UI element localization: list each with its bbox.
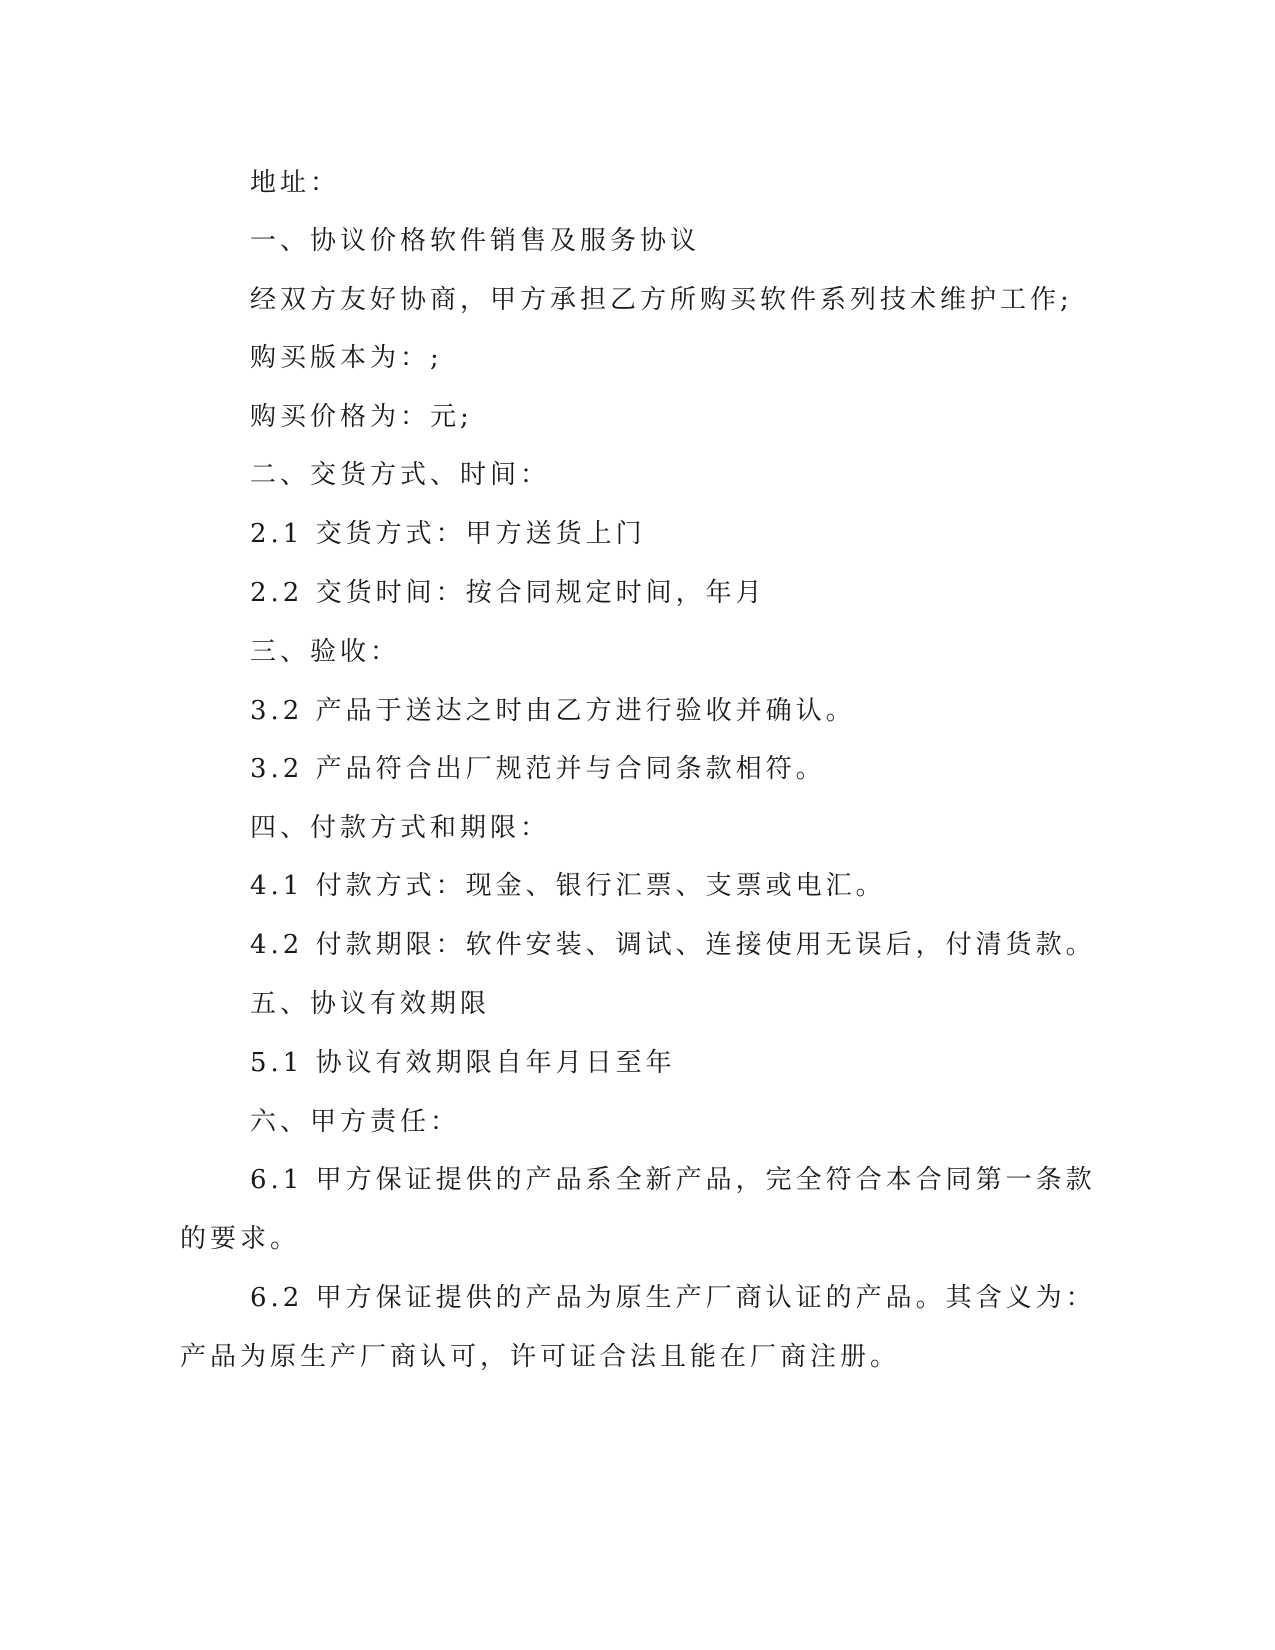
clause-6-2: 6.2 甲方保证提供的产品为原生产厂商认证的产品。其含义为：: [250, 1283, 1096, 1313]
clause-6-1-continued: 的要求。: [180, 1224, 301, 1254]
section-heading-4: 四、付款方式和期限：: [250, 813, 551, 843]
clause-3-2b: 3.2 产品符合出厂规范并与合同条款相符。: [250, 754, 826, 784]
clause-6-2-continued: 产品为原生产厂商认可，许可证合法且能在厂商注册。: [180, 1342, 901, 1372]
clause-4-2: 4.2 付款期限：软件安装、调试、连接使用无误后，付清货款。: [250, 930, 1096, 960]
paragraph-line: 经双方友好协商，甲方承担乙方所购买软件系列技术维护工作;: [250, 285, 1073, 315]
section-heading-3: 三、验收：: [250, 637, 401, 667]
clause-2-2: 2.2 交货时间：按合同规定时间，年月: [250, 578, 766, 608]
section-heading-1: 一、协议价格软件销售及服务协议: [250, 226, 701, 256]
paragraph-line: 购买价格为：元;: [250, 402, 473, 432]
section-heading-5: 五、协议有效期限: [250, 989, 491, 1019]
clause-6-1: 6.1 甲方保证提供的产品系全新产品，完全符合本合同第一条款: [250, 1165, 1096, 1195]
clause-5-1: 5.1 协议有效期限自年月日至年: [250, 1048, 676, 1078]
address-line: 地址：: [250, 168, 341, 198]
paragraph-line: 购买版本为：;: [250, 343, 443, 373]
clause-2-1: 2.1 交货方式：甲方送货上门: [250, 519, 646, 549]
section-heading-6: 六、甲方责任：: [250, 1107, 461, 1137]
section-heading-2: 二、交货方式、时间：: [250, 460, 551, 490]
clause-3-2a: 3.2 产品于送达之时由乙方进行验收并确认。: [250, 696, 856, 726]
clause-4-1: 4.1 付款方式：现金、银行汇票、支票或电汇。: [250, 871, 886, 901]
